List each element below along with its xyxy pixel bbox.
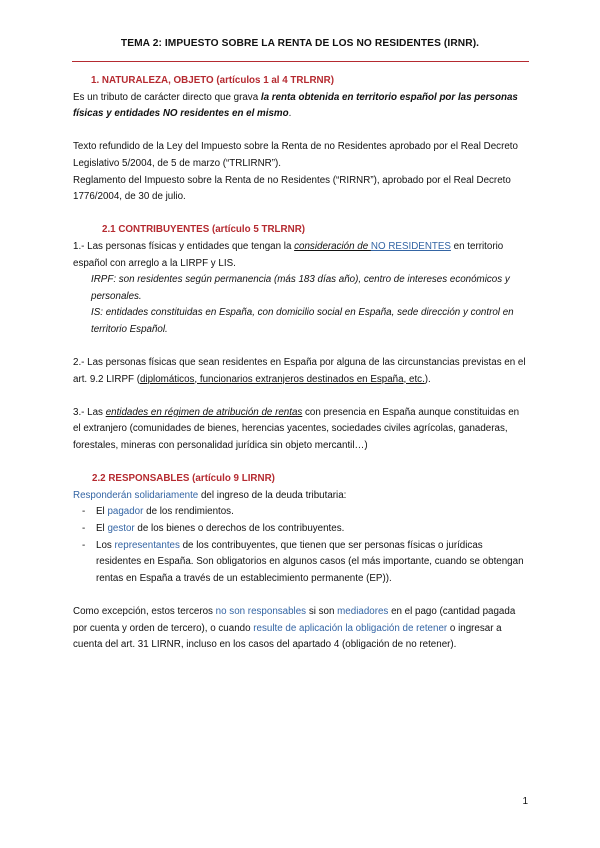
section-2-1-heading: 2.1 CONTRIBUYENTES (artículo 5 TRLRNR): [102, 224, 306, 236]
contribuyentes-item-3: 3.- Las entidades en régimen de atribución de rentas con presencia en España aunque constituidas en el extranjero (comunidades de bienes, herencias yacentes, sociedades civiles agrícolas, ganaderas, forestales, mineras con personalidad jurídica sin objeto mercantil…): [73, 406, 520, 452]
section-2-2-heading: 2.2 RESPONSABLES (artículo 9 LIRNR): [92, 473, 275, 485]
title-underline: [72, 61, 529, 62]
document-body: [73, 73, 528, 654]
contribuyentes-item-1: 1.- Las personas físicas y entidades que tengan la consideración de NO RESIDENTES en territorio español con arreglo a la LIRPF y LIS.: [73, 240, 504, 269]
responsables-intro: Responderán solidariamente del ingreso de la deuda tributaria:: [73, 489, 347, 501]
page-title: TEMA 2: IMPUESTO SOBRE LA RENTA DE LOS NO RESIDENTES (IRNR).: [120, 38, 480, 49]
responsables-list: [73, 504, 528, 587]
contribuyentes-item-2: 2.- Las personas físicas que sean residentes en España por alguna de las circunstancias previstas en el art. 9.2 LIRPF (diplomáticos, funcionarios extranjeros destinados en España, etc.).: [73, 357, 526, 385]
law-reference-trlirnr: Texto refundido de la Ley del Impuesto sobre la Renta de no Residentes aprobado por el Real Decreto Legislativo 5/2004, de 5 de marzo (“TRLIRNR”).: [73, 141, 518, 169]
law-reference-rirnr: Reglamento del Impuesto sobre la Renta de no Residentes (“RIRNR”), aprobado por el Real Decreto 1776/2004, de 30 de julio.: [73, 174, 511, 203]
no-residentes-link[interactable]: NO RESIDENTES: [370, 240, 451, 252]
list-item: - Los representantes de los contribuyentes, que tienen que ser personas físicas o jurídicas residentes en España. Son obligatorios en algunos casos (el más importante, cuando se obtengan rentas en España a través de un establecimiento permanente (EP)).: [82, 539, 524, 584]
list-item: - El gestor de los bienes o derechos de los contribuyentes.: [82, 523, 345, 535]
section-1-definition: Es un tributo de carácter directo que grava la renta obtenida en territorio español por las personas físicas y entidades NO residentes en el mismo.: [73, 91, 518, 120]
section-1-heading: 1. NATURALEZA, OBJETO (artículos 1 al 4 TRLRNR): [91, 75, 334, 86]
definition-emphasis: la renta obtenida en territorio español por las personas físicas y entidades: [73, 91, 518, 120]
is-note: IS: entidades constituidas en España, con domicilio social en España, sede dirección y control en territorio Español.: [91, 307, 514, 335]
page-number: 1: [522, 796, 528, 807]
list-item: - El pagador de los rendimientos.: [82, 506, 234, 518]
irpf-note: IRPF: son residentes según permanencia (más 183 días año), centro de intereses económicos y personales.: [91, 274, 510, 302]
exception-paragraph: Como excepción, estos terceros no son responsables si son mediadores en el pago (cantidad pagada por cuenta y orden de tercero), o cuando resulte de aplicación la obligación de retener o ingresar a cuenta del art. 31 LIRNR, incluso en los casos del apartado 4 (obligación de no retener).: [73, 606, 516, 651]
